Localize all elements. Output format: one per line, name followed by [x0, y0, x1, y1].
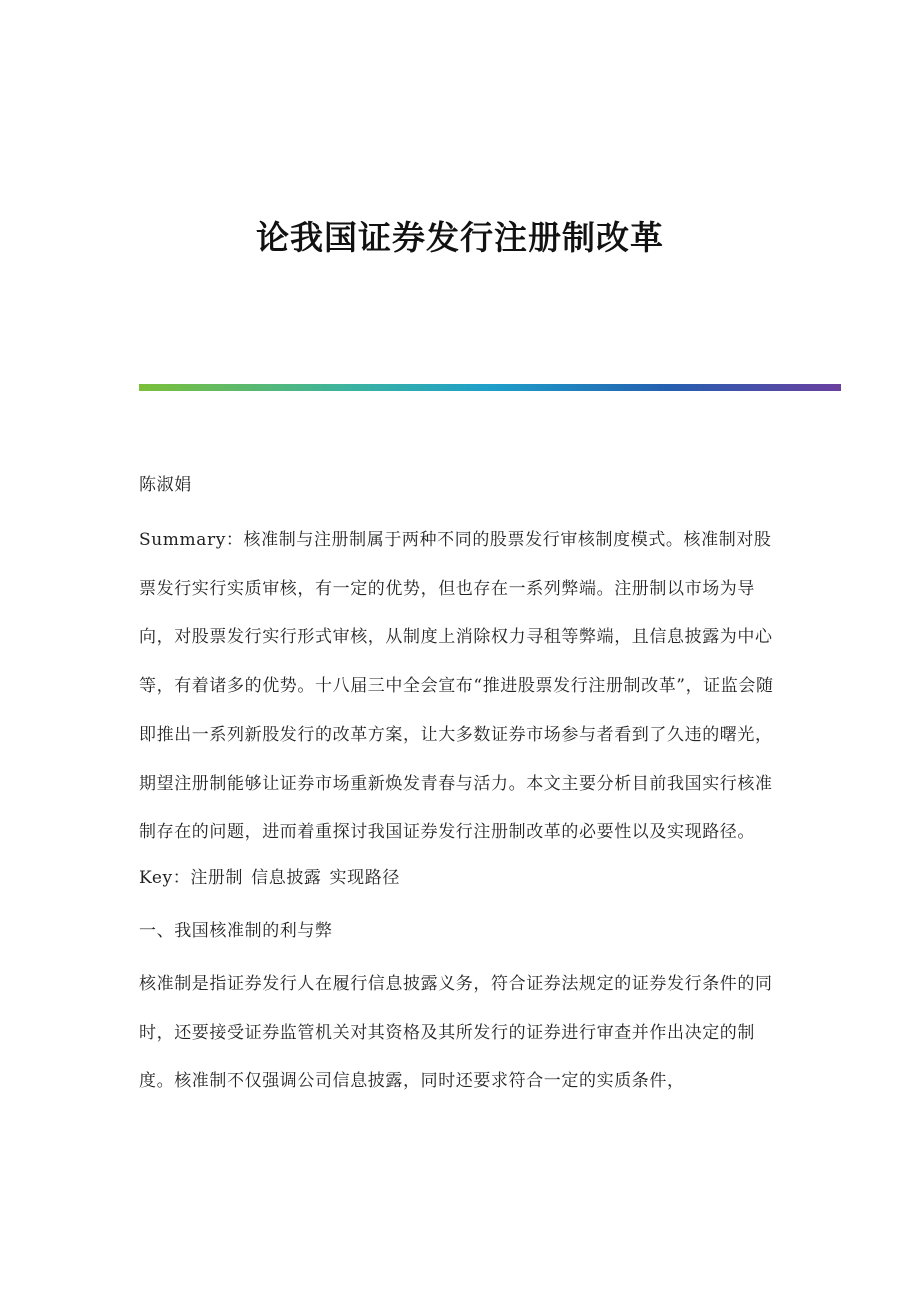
keyword: 注册制 [190, 867, 244, 888]
section-heading: 一、我国核准制的利与弊 [139, 920, 333, 941]
section-paragraph: 核准制是指证券发行人在履行信息披露义务，符合证券法规定的证券发行条件的同时，还要接受证券监管机关对其资格及其所发行的证券进行审查并作出决定的制度。核准制不仅强调公司信息披露，同时还要求符合一定的实质条件， [139, 973, 773, 1092]
title-divider [139, 384, 841, 391]
document-body [139, 468, 784, 1125]
document-title: 论我国证券发行注册制改革 [256, 218, 664, 257]
keyword: 实现路径 [329, 867, 400, 888]
summary-text: 核准制与注册制属于两种不同的股票发行审核制度模式。核准制对股票发行实行实质审核，有一定的优势，但也存在一系列弊端。注册制以市场为导向，对股票发行实行形式审核，从制度上消除权力寻租等弊端，且信息披露为中心等，有着诸多的优势。十八届三中全会宣布“推进股票发行注册制改革”，证监会随即推出一系列新股发行的改革方案，让大多数证券市场参与者看到了久违的曙光，期望注册制能够让证券市场重新焕发青春与活力。本文主要分析目前我国实行核准制存在的问题，进而着重探讨我国证券发行注册制改革的必要性以及实现路径。 [139, 530, 774, 843]
summary-label: Summary： [139, 530, 244, 550]
keywords-label: Key： [139, 867, 191, 888]
keywords-line [139, 861, 784, 895]
keyword: 信息披露 [251, 867, 322, 888]
author-name: 陈淑娟 [139, 475, 192, 495]
summary-paragraph [139, 516, 784, 857]
